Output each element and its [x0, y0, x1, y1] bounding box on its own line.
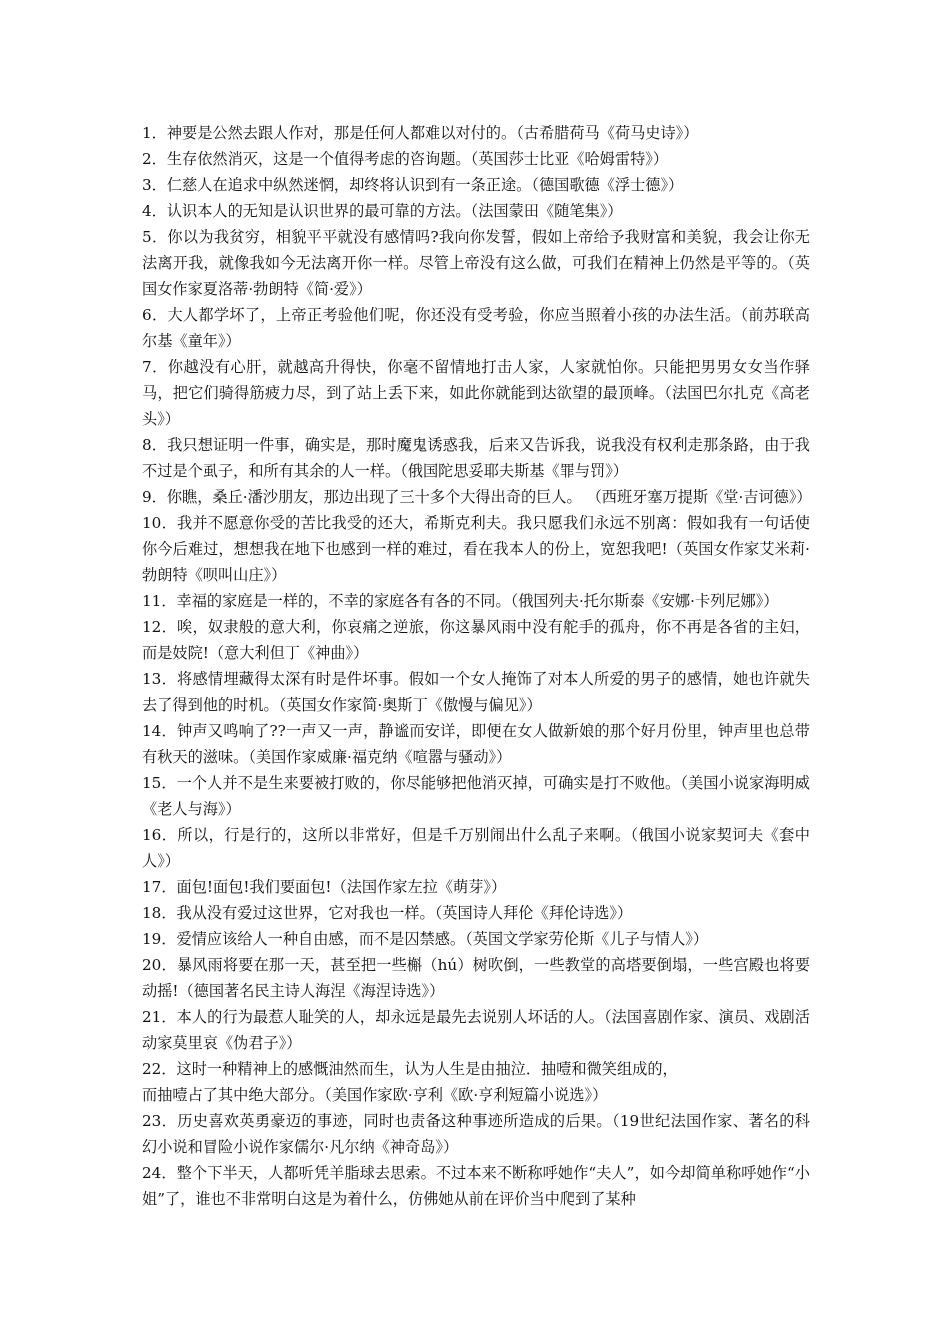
- quote-paragraph-8: 8．我只想证明一件事，确实是，那时魔鬼诱惑我，后来又告诉我，说我没有权利走那条路，由于我不过是个虱子，和所有其余的人一样。（俄国陀思妥耶夫斯基《罪与罚》）: [142, 436, 810, 480]
- quote-paragraph-21: 21．本人的行为最惹人耻笑的人，却永远是最先去说别人坏话的人。（法国喜剧作家、演员、戏剧活动家莫里哀《伪君子》）: [142, 1008, 810, 1052]
- quote-paragraph-3: 3．仁慈人在追求中纵然迷惘，却终将认识到有一条正途。（德国歌德《浮士德》）: [142, 176, 684, 194]
- quote-paragraph-6: 6．大人都学坏了，上帝正考验他们呢，你还没有受考验，你应当照着小孩的办法生活。（前苏联高尔基《童年》）: [142, 306, 810, 350]
- quote-paragraph-1: 1．神要是公然去跟人作对，那是任何人都难以对付的。（古希腊荷马《荷马史诗》）: [142, 124, 699, 142]
- quote-paragraph-19: 19．爱情应该给人一种自由感，而不是囚禁感。（英国文学家劳伦斯《儿子与情人》）: [142, 930, 709, 948]
- quote-paragraph-12: 12．唉，奴隶般的意大利，你哀痛之逆旅，你这暴风雨中没有舵手的孤舟，你不再是各省的主妇，而是妓院!（意大利但丁《神曲》）: [142, 618, 810, 662]
- quote-paragraph-10: 10．我并不愿意你受的苦比我受的还大，希斯克利夫。我只愿我们永远不别离：假如我有一句话使你今后难过，想想我在地下也感到一样的难过，看在我本人的份上，宽恕我吧!（英国女作家艾米莉·勃朗特《呗叫山庄》）: [142, 514, 810, 584]
- quote-paragraph-2: 2．生存依然消灭，这是一个值得考虑的咨询题。（英国莎士比亚《哈姆雷特》）: [142, 150, 669, 168]
- quote-paragraph-5: 5．你以为我贫穷，相貌平平就没有感情吗?我向你发誓，假如上帝给予我财富和美貌，我会让你无法离开我，就像我如今无法离开你一样。尽管上帝没有这么做，可我们在精神上仍然是平等的。（英国女作家夏洛蒂·勃朗特《简·爱》）: [142, 228, 810, 298]
- quote-paragraph-14: 14．钟声又鸣响了??一声又一声，静谧而安详，即便在女人做新娘的那个好月份里，钟声里也总带有秋天的滋味。（美国作家威廉·福克纳《喧嚣与骚动》）: [142, 722, 810, 766]
- quote-paragraph-20: 20．暴风雨将要在那一天，甚至把一些槲（hú）树吹倒，一些教堂的高塔要倒塌，一些宫殿也将要动摇!（德国著名民主诗人海涅《海涅诗选》）: [142, 956, 810, 1000]
- quote-paragraph-9: 9．你瞧，桑丘·潘沙朋友，那边出现了三十多个大得出奇的巨人。 （西班牙塞万提斯《堂·吉诃德》）: [142, 488, 812, 506]
- quote-paragraph-22: 22．这时一种精神上的感慨油然而生，认为人生是由抽泣．抽噎和微笑组成的， 而抽噎占了其中绝大部分。（美国作家欧·亨利《欧·亨利短篇小说选》）: [142, 1060, 678, 1104]
- quote-paragraph-24: 24．整个下半天，人都听凭羊脂球去思索。不过本来不断称呼她作“夫人”，如今却简单称呼她作“小姐”了，谁也不非常明白这是为着什么，仿佛她从前在评价当中爬到了某种: [142, 1164, 810, 1208]
- document-body: [142, 120, 810, 1212]
- quote-paragraph-17: 17．面包!面包!我们要面包!（法国作家左拉《萌芽》）: [142, 878, 507, 896]
- quote-paragraph-4: 4．认识本人的无知是认识世界的最可靠的方法。（法国蒙田《随笔集》）: [142, 202, 623, 220]
- quote-paragraph-15: 15．一个人并不是生来要被打败的，你尽能够把他消灭掉，可确实是打不败他。（美国小说家海明威《老人与海》）: [142, 774, 810, 818]
- quote-paragraph-7: 7．你越没有心肝，就越高升得快，你毫不留情地打击人家，人家就怕你。只能把男男女女当作驿马，把它们骑得筋疲力尽，到了站上丢下来，如此你就能到达欲望的最顶峰。（法国巴尔扎克《高老头》）: [142, 358, 810, 428]
- quote-paragraph-23: 23．历史喜欢英勇豪迈的事迹，同时也责备这种事迹所造成的后果。（19世纪法国作家、著名的科幻小说和冒险小说作家儒尔·凡尔纳《神奇岛》）: [142, 1112, 810, 1156]
- quote-paragraph-11: 11．幸福的家庭是一样的，不幸的家庭各有各的不同。（俄国列夫·托尔斯泰《安娜·卡列尼娜》）: [142, 592, 779, 610]
- quote-paragraph-18: 18．我从没有爱过这世界，它对我也一样。（英国诗人拜伦《拜伦诗选》）: [142, 904, 633, 922]
- quote-paragraph-13: 13．将感情埋藏得太深有时是件坏事。假如一个女人掩饰了对本人所爱的男子的感情，她也许就失去了得到他的时机。（英国女作家简·奥斯丁《傲慢与偏见》）: [142, 670, 810, 714]
- quote-paragraph-16: 16．所以，行是行的，这所以非常好，但是千万别闹出什么乱子来啊。（俄国小说家契诃夫《套中人》）: [142, 826, 810, 870]
